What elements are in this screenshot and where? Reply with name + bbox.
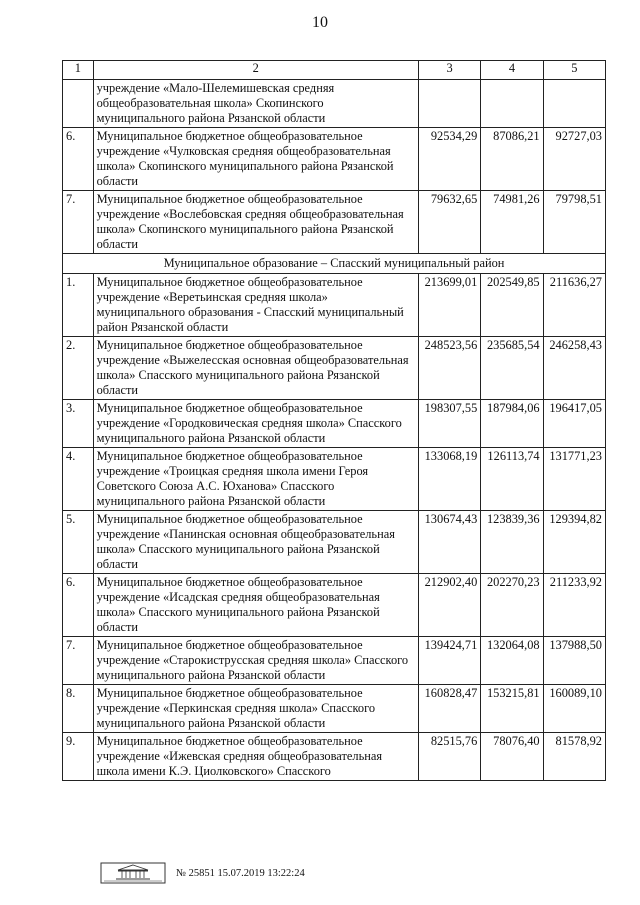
row-number — [63, 80, 94, 128]
government-building-stamp-icon — [100, 862, 166, 884]
institution-name: Муниципальное бюджетное общеобразовательное учреждение «Панинская основная общеобразовательная школа» Спасского муниципального района Рязанской области — [93, 511, 418, 574]
institution-name: Муниципальное бюджетное общеобразовательное учреждение «Чулковская средняя общеобразовательная школа» Скопинского муниципального района Рязанской области — [93, 128, 418, 191]
institution-name: Муниципальное бюджетное общеобразовательное учреждение «Исадская средняя общеобразовательная школа» Спасского муниципального района Рязанской области — [93, 574, 418, 637]
section-title: Муниципальное образование – Спасский муниципальный район — [63, 254, 606, 274]
header-col-2: 2 — [93, 61, 418, 80]
value-col-4: 235685,54 — [481, 337, 543, 400]
value-col-5: 92727,03 — [543, 128, 605, 191]
row-number: 3. — [63, 400, 94, 448]
value-col-4: 74981,26 — [481, 191, 543, 254]
table-row — [63, 400, 606, 448]
table-row — [63, 637, 606, 685]
table-row — [63, 128, 606, 191]
value-col-3: 79632,65 — [418, 191, 480, 254]
institution-name: Муниципальное бюджетное общеобразовательное учреждение «Городковическая средняя школа» Спасского муниципального района Рязанской области — [93, 400, 418, 448]
row-number: 2. — [63, 337, 94, 400]
row-number: 7. — [63, 191, 94, 254]
row-number: 6. — [63, 128, 94, 191]
institution-name: учреждение «Мало-Шелемишевская средняя общеобразовательная школа» Скопинского муниципального района Рязанской области — [93, 80, 418, 128]
institution-name: Муниципальное бюджетное общеобразовательное учреждение «Перкинская средняя школа» Спасского муниципального района Рязанской области — [93, 685, 418, 733]
value-col-3: 130674,43 — [418, 511, 480, 574]
value-col-5: 131771,23 — [543, 448, 605, 511]
value-col-5: 160089,10 — [543, 685, 605, 733]
value-col-4: 202549,85 — [481, 274, 543, 337]
row-number: 6. — [63, 574, 94, 637]
value-col-3: 82515,76 — [418, 733, 480, 781]
value-col-5: 81578,92 — [543, 733, 605, 781]
value-col-5: 137988,50 — [543, 637, 605, 685]
section-row — [63, 254, 606, 274]
value-col-3: 139424,71 — [418, 637, 480, 685]
value-col-4: 78076,40 — [481, 733, 543, 781]
value-col-3 — [418, 80, 480, 128]
value-col-3: 160828,47 — [418, 685, 480, 733]
row-number: 1. — [63, 274, 94, 337]
value-col-3: 198307,55 — [418, 400, 480, 448]
document-table — [62, 60, 606, 781]
value-col-3: 92534,29 — [418, 128, 480, 191]
value-col-4 — [481, 80, 543, 128]
row-number: 5. — [63, 511, 94, 574]
row-number: 9. — [63, 733, 94, 781]
row-number: 8. — [63, 685, 94, 733]
table-row — [63, 448, 606, 511]
table-row — [63, 733, 606, 781]
value-col-4: 187984,06 — [481, 400, 543, 448]
institution-name: Муниципальное бюджетное общеобразовательное учреждение «Вослебовская средняя общеобразовательная школа» Скопинского муниципального района Рязанской области — [93, 191, 418, 254]
value-col-4: 132064,08 — [481, 637, 543, 685]
table-row — [63, 80, 606, 128]
value-col-5: 211233,92 — [543, 574, 605, 637]
value-col-5: 79798,51 — [543, 191, 605, 254]
table-row — [63, 574, 606, 637]
value-col-4: 123839,36 — [481, 511, 543, 574]
document-registration-info: № 25851 15.07.2019 13:22:24 — [176, 867, 305, 879]
table-header-row — [63, 61, 606, 80]
value-col-5: 246258,43 — [543, 337, 605, 400]
header-col-5: 5 — [543, 61, 605, 80]
institution-name: Муниципальное бюджетное общеобразовательное учреждение «Выжелесская основная общеобразовательная школа» Спасского муниципального района Рязанской области — [93, 337, 418, 400]
header-col-4: 4 — [481, 61, 543, 80]
header-col-3: 3 — [418, 61, 480, 80]
value-col-3: 212902,40 — [418, 574, 480, 637]
header-col-1: 1 — [63, 61, 94, 80]
row-number: 4. — [63, 448, 94, 511]
document-footer — [100, 862, 305, 884]
value-col-3: 213699,01 — [418, 274, 480, 337]
value-col-4: 87086,21 — [481, 128, 543, 191]
value-col-3: 248523,56 — [418, 337, 480, 400]
value-col-4: 202270,23 — [481, 574, 543, 637]
institution-name: Муниципальное бюджетное общеобразовательное учреждение «Троицкая средняя школа имени Героя Советского Союза А.С. Юханова» Спасского муниципального района Рязанской области — [93, 448, 418, 511]
value-col-4: 153215,81 — [481, 685, 543, 733]
table-row — [63, 274, 606, 337]
value-col-5: 211636,27 — [543, 274, 605, 337]
page-number: 10 — [312, 14, 328, 31]
value-col-5: 129394,82 — [543, 511, 605, 574]
institution-name: Муниципальное бюджетное общеобразовательное учреждение «Веретьинская средняя школа» муниципального образования - Спасский муниципальный район Рязанской области — [93, 274, 418, 337]
institution-name: Муниципальное бюджетное общеобразовательное учреждение «Старокиструсская средняя школа» Спасского муниципального района Рязанской области — [93, 637, 418, 685]
row-number: 7. — [63, 637, 94, 685]
table-row — [63, 511, 606, 574]
value-col-5: 196417,05 — [543, 400, 605, 448]
value-col-3: 133068,19 — [418, 448, 480, 511]
table-row — [63, 685, 606, 733]
table-row — [63, 337, 606, 400]
value-col-5 — [543, 80, 605, 128]
institution-name: Муниципальное бюджетное общеобразовательное учреждение «Ижевская средняя общеобразовательная школа имени К.Э. Циолковского» Спасского — [93, 733, 418, 781]
table-row — [63, 191, 606, 254]
value-col-4: 126113,74 — [481, 448, 543, 511]
